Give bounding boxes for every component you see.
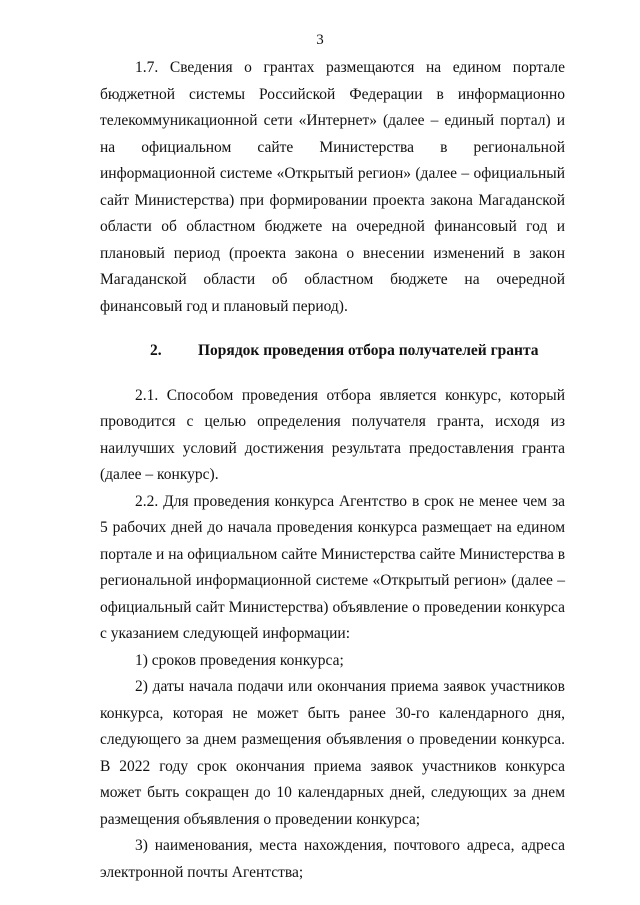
document-body [100, 55, 565, 886]
paragraph-2-1: 2.1. Способом проведения отбора является конкурс, который проводится с целью определения получателя гранта, исходя из наилучших условий достижения результата предоставления гранта (далее – конкурс). [100, 386, 565, 483]
paragraph-1-7: 1.7. Сведения о грантах размещаются на едином портале бюджетной системы Российской Федерации в информационно телекоммуникационной сети «Интернет» (далее – единый портал) и на официальном сайте Министерства в региональной информационной системе «Открытый регион» (далее – официальный сайт Министерства) при формировании проекта закона Магаданской области об областном бюджете на очередной финансовый год и плановый период (проекта закона о внесении изменений в закон Магаданской области об областном бюджете на очередной финансовый год и плановый период). [100, 59, 565, 315]
page-number: 3 [316, 32, 324, 48]
section-2-number: 2. [150, 342, 162, 359]
paragraph-2-2: 2.2. Для проведения конкурса Агентство в срок не менее чем за 5 рабочих дней до начала проведения конкурса размещает на едином портале и на официальном сайте Министерства сайте Министерства в региональной информационной системе «Открытый регион» (далее – официальный сайт Министерства) объявление о проведении конкурса с указанием следующей информации: [100, 492, 566, 642]
section-2-heading [100, 338, 565, 365]
section-2-title: Порядок проведения отбора получателей гранта [198, 342, 539, 359]
list-item-2: 2) даты начала подачи или окончания приема заявок участников конкурса, которая не может быть ранее 30-го календарного дня, следующего за днем размещения объявления о проведении конкурса. В 2022 году срок окончания приема заявок участников конкурса может быть сокращен до 10 календарных дней, следующих за днем размещения объявления о проведении конкурса; [100, 678, 565, 828]
list-item-1: 1) сроков проведения конкурса; [135, 651, 344, 669]
list-item-3: 3) наименования, места нахождения, почтового адреса, адреса электронной почты Агентства; [100, 837, 565, 881]
